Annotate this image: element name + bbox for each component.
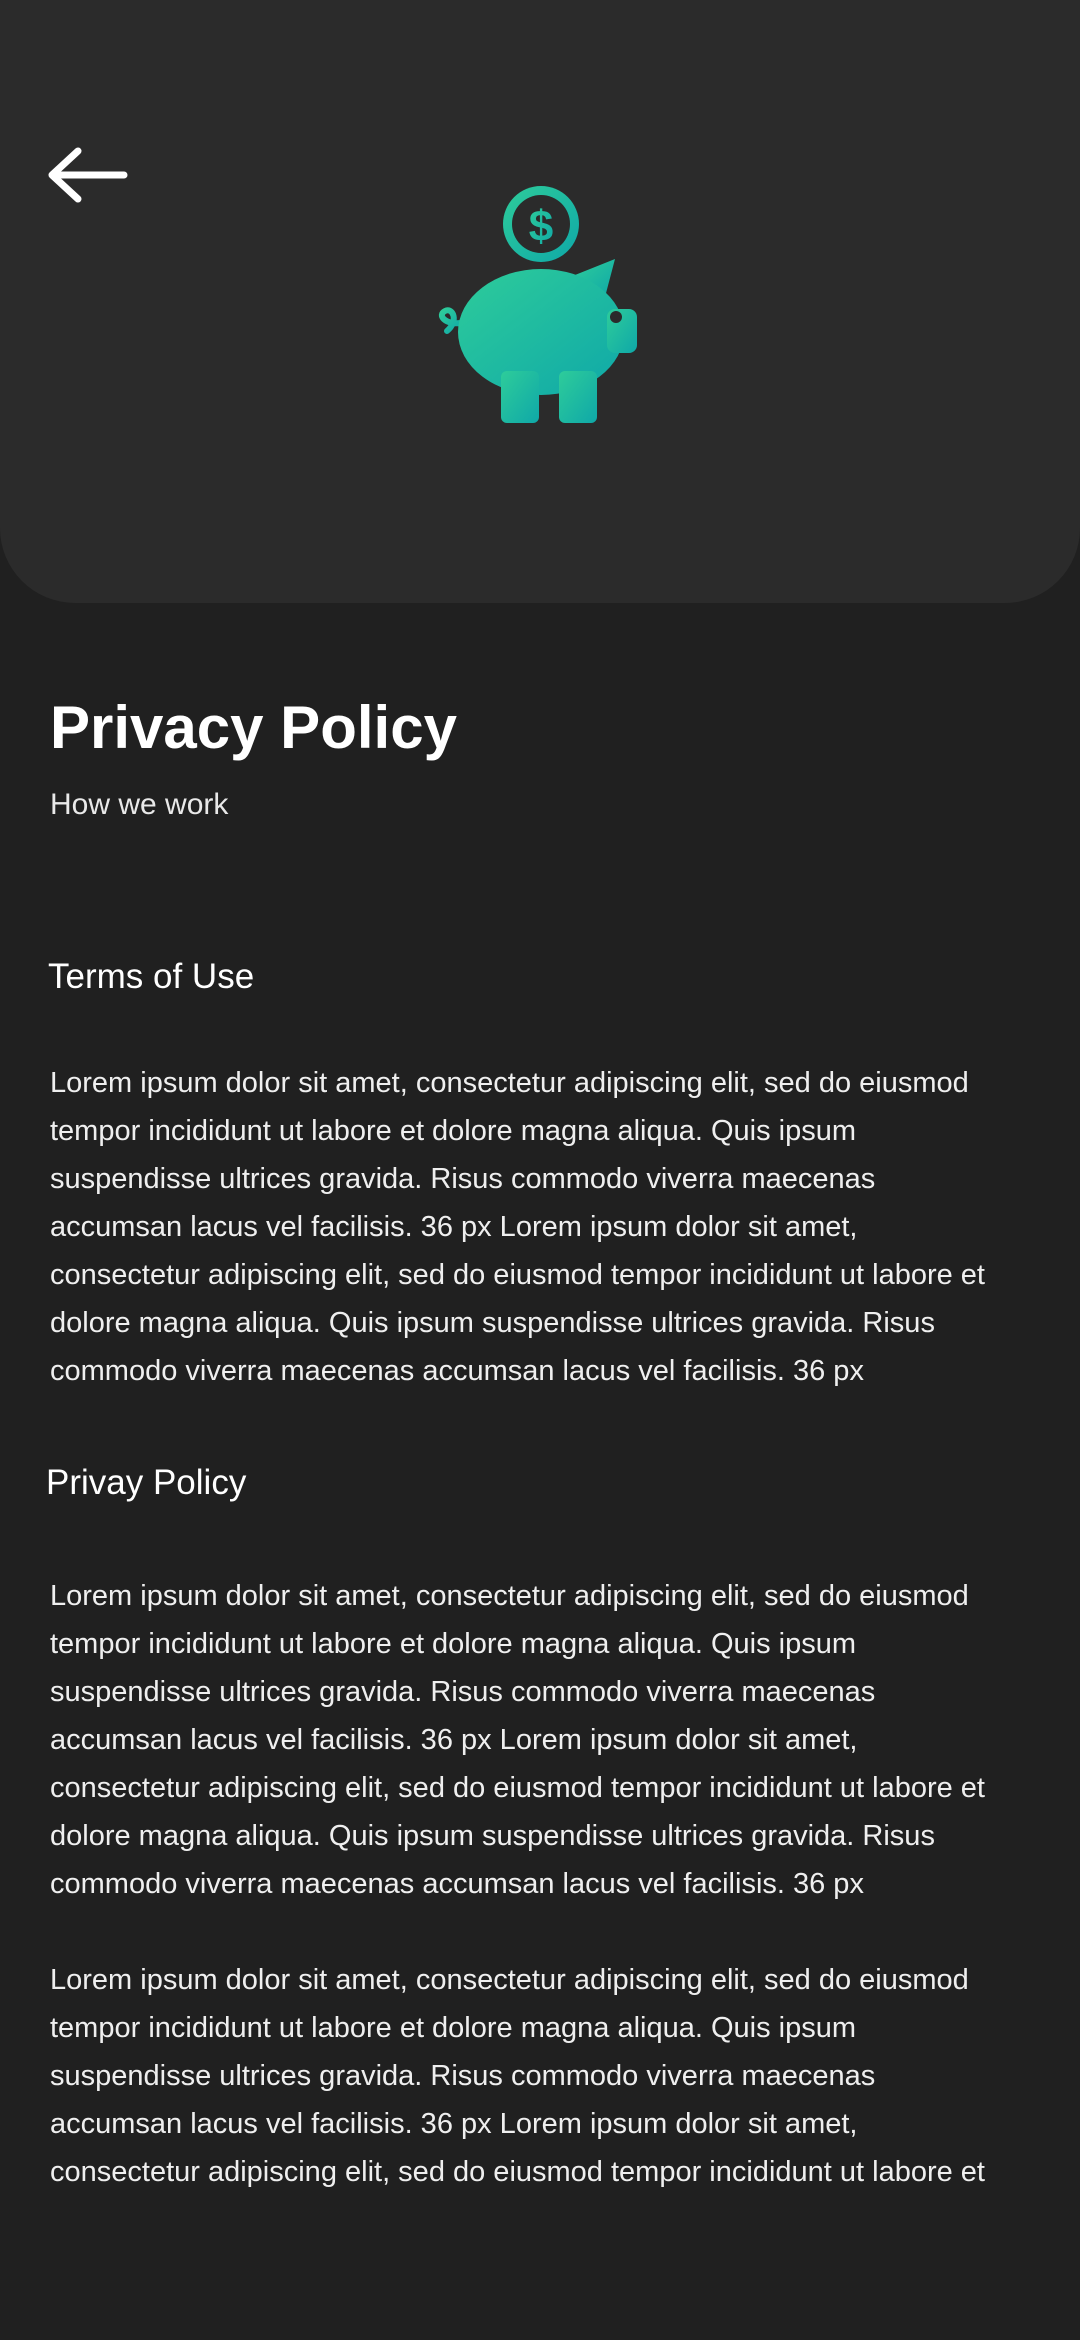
piggy-bank-logo [415, 175, 675, 435]
arrow-left-icon [40, 140, 136, 210]
page-title: Privacy Policy [50, 694, 457, 761]
privacy-paragraph-1: Lorem ipsum dolor sit amet, consectetur adipiscing elit, sed do eiusmod tempor incididunt ut labore et dolore magna aliqua. Quis ipsum suspendisse ultrices gravida. Risus commodo viverra maecenas accumsan lacus vel facilisis. 36 px Lorem ipsum dolor sit amet, consectetur adipiscing elit, sed do eiusmod tempor incididunt ut labore et dolore magna aliqua. Quis ipsum suspendisse ultrices gravida. Risus commodo viverra maecenas accumsan lacus vel facilisis. 36 px [50, 1580, 985, 1900]
section-heading-terms: Terms of Use [48, 957, 255, 996]
page-subtitle: How we work [50, 788, 229, 821]
svg-text:$: $ [528, 202, 554, 251]
privacy-paragraph-2: Lorem ipsum dolor sit amet, consectetur adipiscing elit, sed do eiusmod tempor incididunt ut labore et dolore magna aliqua. Quis ipsum suspendisse ultrices gravida. Risus commodo viverra maecenas accumsan lacus vel facilisis. 36 px Lorem ipsum dolor sit amet, consectetur adipiscing elit, sed do eiusmod tempor incididunt ut labore et [50, 1964, 985, 2188]
piggy-bank-dollar-icon [415, 175, 675, 435]
header-banner [0, 0, 1080, 603]
back-button[interactable] [40, 140, 136, 210]
section-heading-privacy: Privay Policy [46, 1463, 247, 1502]
terms-paragraph: Lorem ipsum dolor sit amet, consectetur adipiscing elit, sed do eiusmod tempor incididunt ut labore et dolore magna aliqua. Quis ipsum suspendisse ultrices gravida. Risus commodo viverra maecenas accumsan lacus vel facilisis. 36 px Lorem ipsum dolor sit amet, consectetur adipiscing elit, sed do eiusmod tempor incididunt ut labore et dolore magna aliqua. Quis ipsum suspendisse ultrices gravida. Risus commodo viverra maecenas accumsan lacus vel facilisis. 36 px [50, 1067, 985, 1387]
